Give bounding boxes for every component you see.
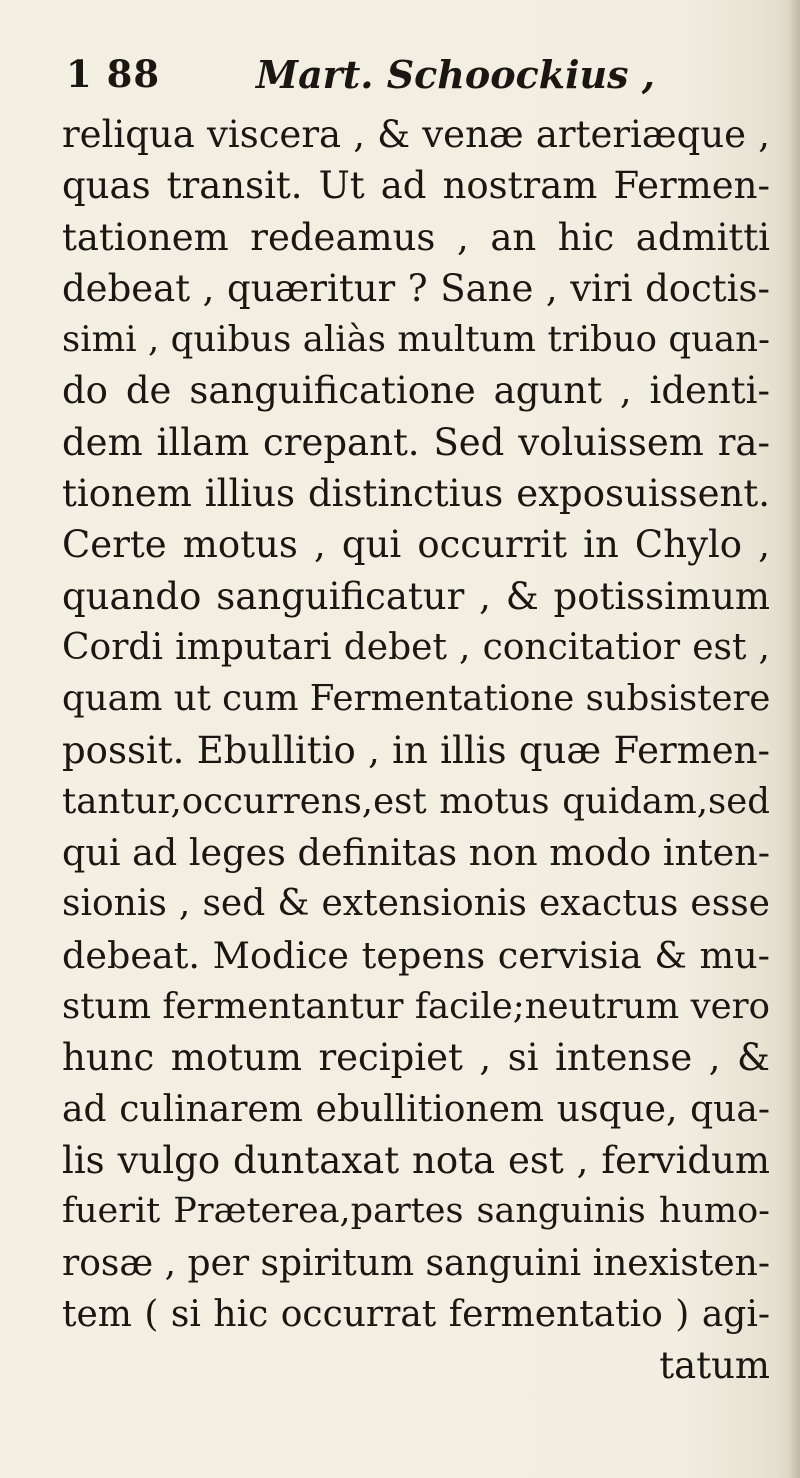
running-head: Mart. Schoockius , bbox=[256, 52, 655, 97]
text-line: qui ad leges definitas non modo inten- bbox=[62, 831, 771, 875]
text-line: quando sanguificatur , & potissimum bbox=[62, 574, 770, 618]
text-line: rosæ , per spiritum sanguini inexisten- bbox=[62, 1242, 770, 1284]
text-line: quam ut cum Fermentatione subsistere bbox=[62, 678, 771, 720]
text-line: fuerit Præterea,partes sanguinis humo- bbox=[62, 1191, 770, 1232]
page-edge-shadow bbox=[788, 0, 800, 1478]
text-line: simi , quibus aliàs multum tribuo quan- bbox=[62, 319, 770, 361]
text-line: quas transit. Ut ad nostram Fermen- bbox=[62, 164, 770, 208]
text-line: dem illam crepant. Sed voluissem ra- bbox=[62, 420, 770, 464]
text-line: do de sanguificatione agunt , identi- bbox=[62, 369, 770, 413]
text-line: tem ( si hic occurrat fermentatio ) agi- bbox=[62, 1293, 770, 1335]
text-line: Cordi imputari debet , concitatior est , bbox=[62, 626, 770, 668]
text-line: lis vulgo duntaxat nota est , fervidum bbox=[62, 1138, 770, 1182]
text-line-catchword: tatum bbox=[659, 1344, 770, 1388]
page-number: 1 88 bbox=[66, 52, 161, 96]
text-line: debeat , quæritur ? Sane , viri doctis- bbox=[62, 266, 770, 310]
text-line: stum fermentantur facile;neutrum vero bbox=[62, 986, 770, 1028]
page-header bbox=[66, 52, 726, 102]
text-line: debeat. Modice tepens cervisia & mu- bbox=[62, 933, 770, 977]
text-line: possit. Ebullitio , in illis quæ Fermen- bbox=[62, 728, 770, 772]
text-line: reliqua viscera , & venæ arteriæque , bbox=[62, 113, 770, 156]
text-line: tionem illius distinctius exposuissent. bbox=[62, 472, 770, 516]
text-line: Certe motus , qui occurrit in Chylo , bbox=[62, 523, 770, 567]
text-line: hunc motum recipiet , si intense , & bbox=[62, 1036, 770, 1080]
text-line: ad culinarem ebullitionem usque, qua- bbox=[62, 1088, 770, 1130]
text-line: tantur,occurrens,est motus quidam,sed bbox=[62, 780, 770, 822]
body-text bbox=[62, 109, 770, 1391]
text-line: tationem redeamus , an hic admitti bbox=[62, 215, 770, 259]
text-line: sionis , sed & extensionis exactus esse bbox=[62, 883, 770, 925]
